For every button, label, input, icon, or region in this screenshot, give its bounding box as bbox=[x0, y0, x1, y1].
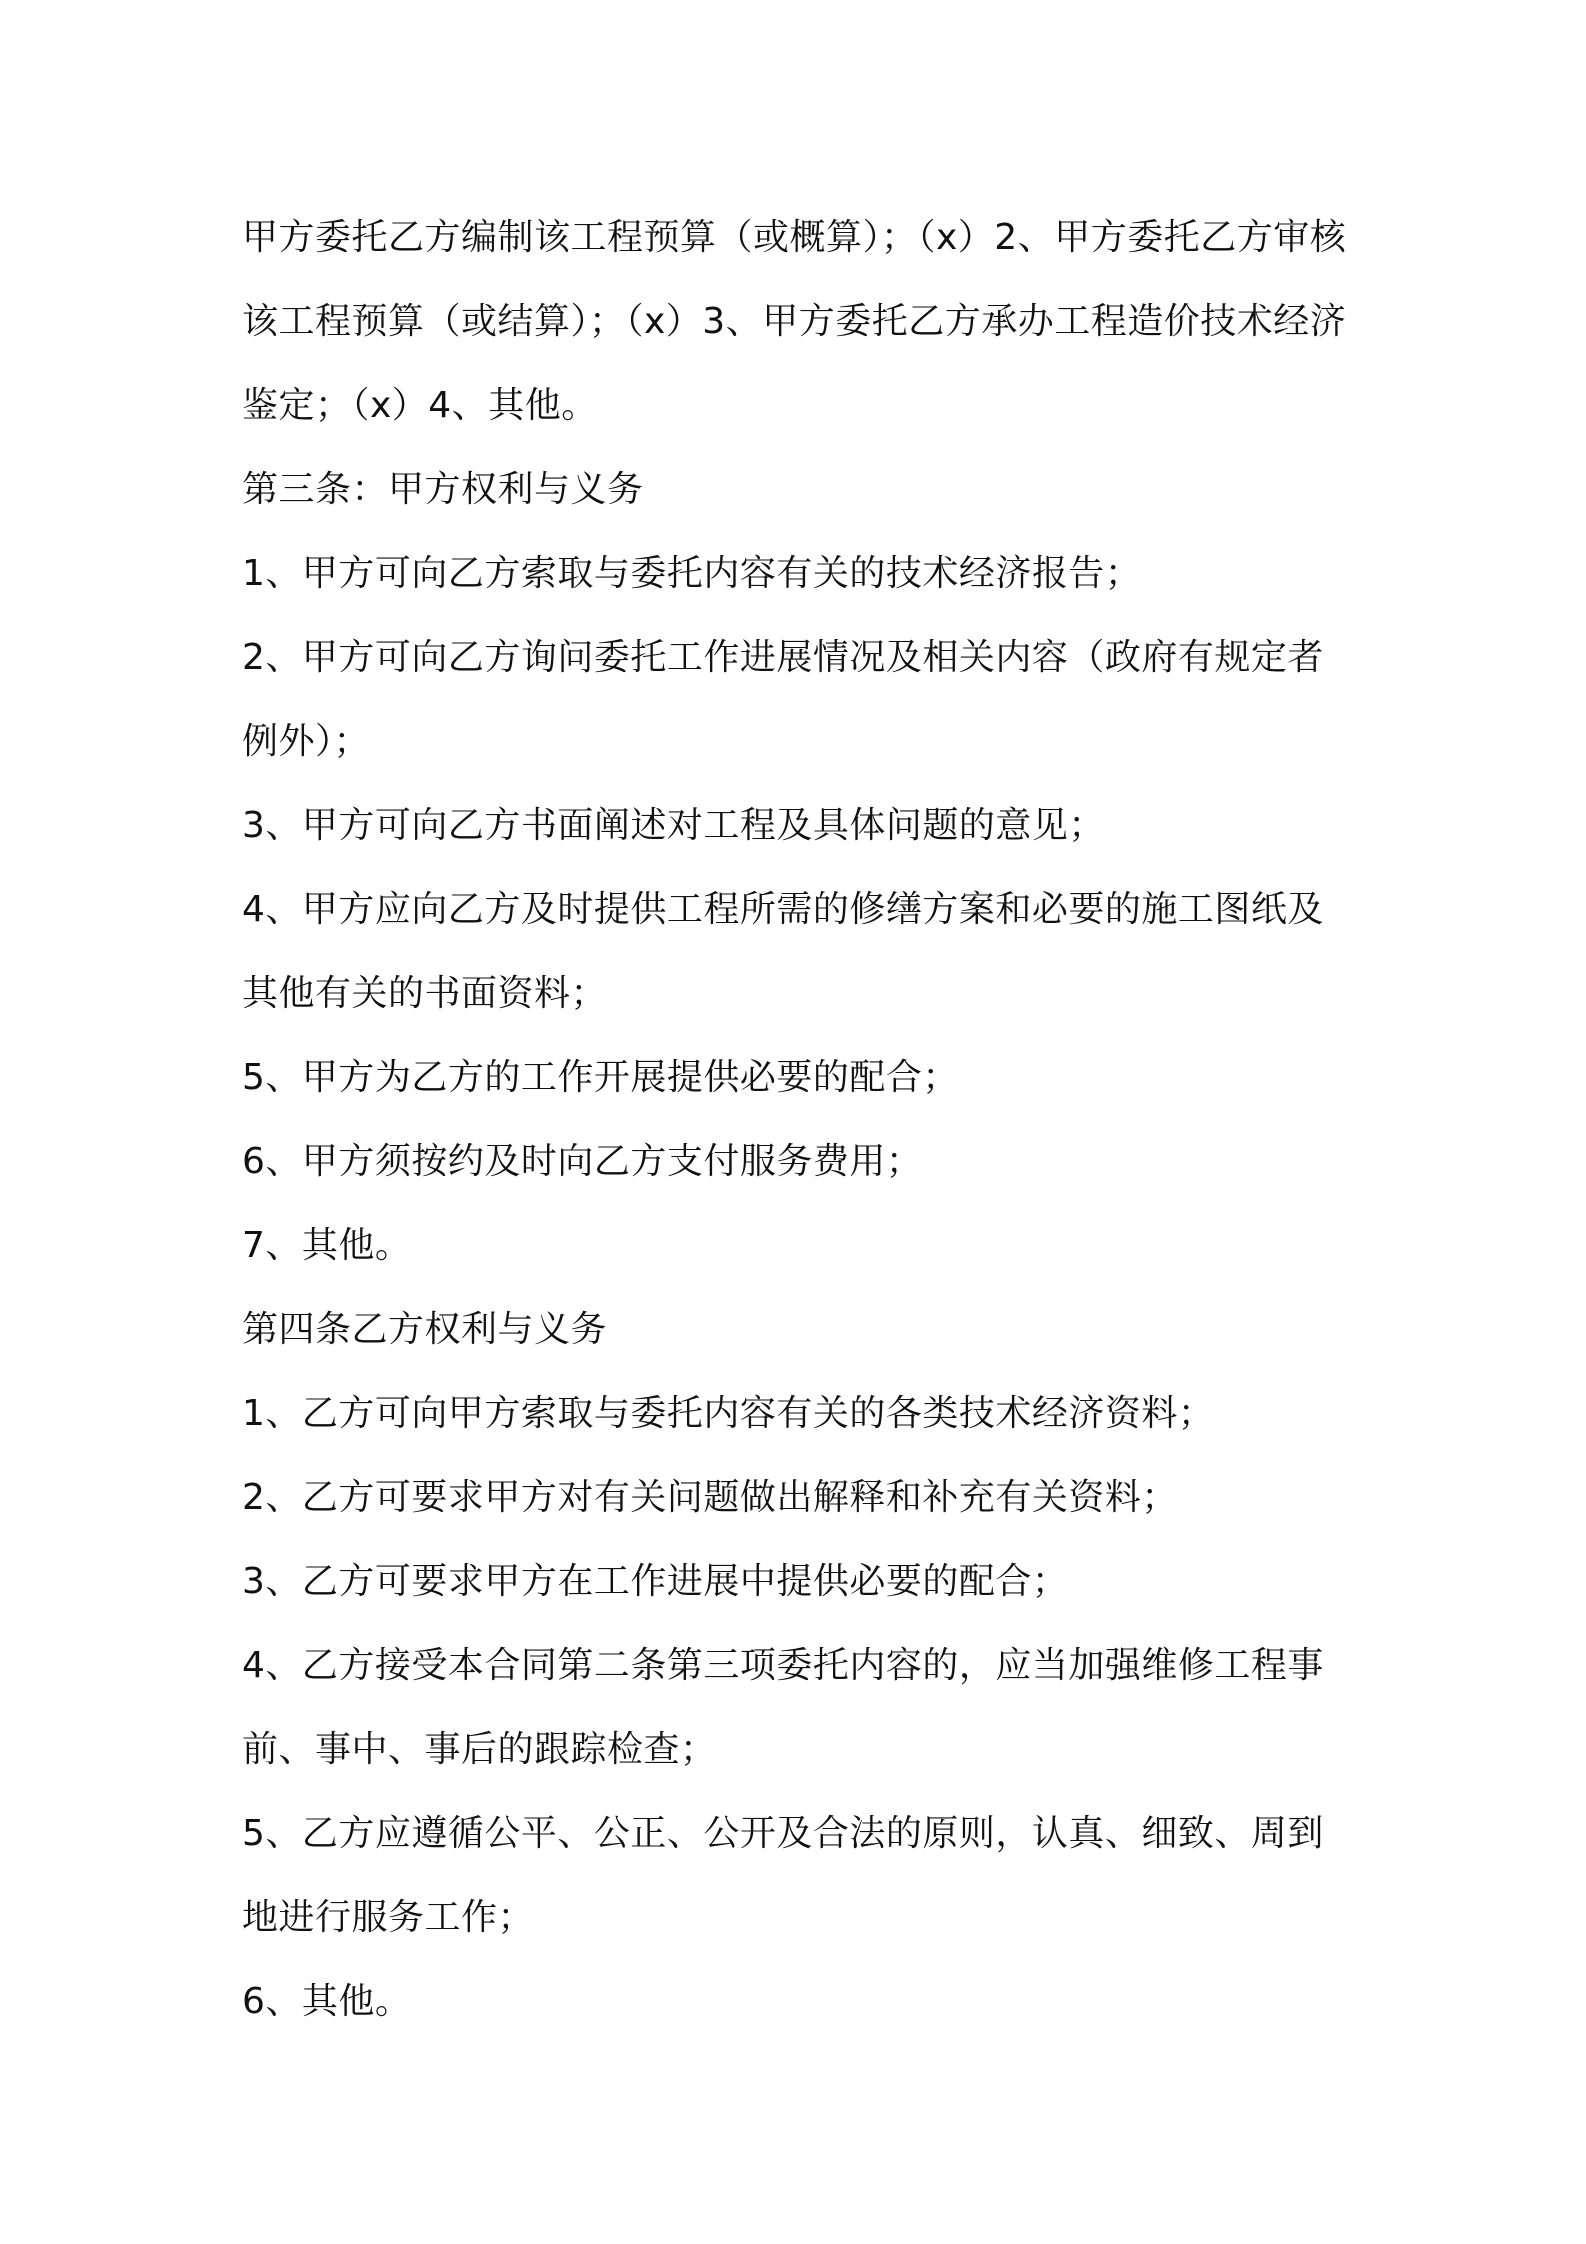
list-item: 7、其他。 bbox=[242, 1225, 412, 1266]
text-line: 鉴定；（x）4、其他。 bbox=[242, 385, 598, 426]
list-item: 3、乙方可要求甲方在工作进展中提供必要的配合； bbox=[242, 1561, 1069, 1602]
text-line: 前、事中、事后的跟踪检查； bbox=[242, 1729, 717, 1770]
text-line: 其他有关的书面资料； bbox=[242, 973, 608, 1014]
section-heading: 第三条：甲方权利与义务 bbox=[242, 469, 644, 510]
list-item: 1、甲方可向乙方索取与委托内容有关的技术经济报告； bbox=[242, 553, 1142, 594]
list-item: 4、乙方接受本合同第二条第三项委托内容的，应当加强维修工程事 bbox=[242, 1645, 1324, 1686]
document-body bbox=[242, 196, 1352, 2044]
list-item: 5、乙方应遵循公平、公正、公开及合法的原则，认真、细致、周到 bbox=[242, 1813, 1324, 1854]
text-line: 该工程预算（或结算）；（x）3、甲方委托乙方承办工程造价技术经济 bbox=[242, 301, 1347, 342]
list-item: 4、甲方应向乙方及时提供工程所需的修缮方案和必要的施工图纸及 bbox=[242, 889, 1324, 930]
list-item: 2、乙方可要求甲方对有关问题做出解释和补充有关资料； bbox=[242, 1477, 1178, 1518]
list-item: 3、甲方可向乙方书面阐述对工程及具体问题的意见； bbox=[242, 805, 1105, 846]
list-item: 1、乙方可向甲方索取与委托内容有关的各类技术经济资料； bbox=[242, 1393, 1215, 1434]
list-item: 2、甲方可向乙方询问委托工作进展情况及相关内容（政府有规定者 bbox=[242, 637, 1324, 678]
text-line: 地进行服务工作； bbox=[242, 1897, 535, 1938]
list-item: 6、其他。 bbox=[242, 1981, 412, 2022]
list-item: 5、甲方为乙方的工作开展提供必要的配合； bbox=[242, 1057, 959, 1098]
section-heading: 第四条乙方权利与义务 bbox=[242, 1309, 608, 1350]
text-line: 例外）； bbox=[242, 721, 371, 762]
list-item: 6、甲方须按约及时向乙方支付服务费用； bbox=[242, 1141, 923, 1182]
text-line: 甲方委托乙方编制该工程预算（或概算）；（x）2、甲方委托乙方审核 bbox=[242, 217, 1347, 258]
